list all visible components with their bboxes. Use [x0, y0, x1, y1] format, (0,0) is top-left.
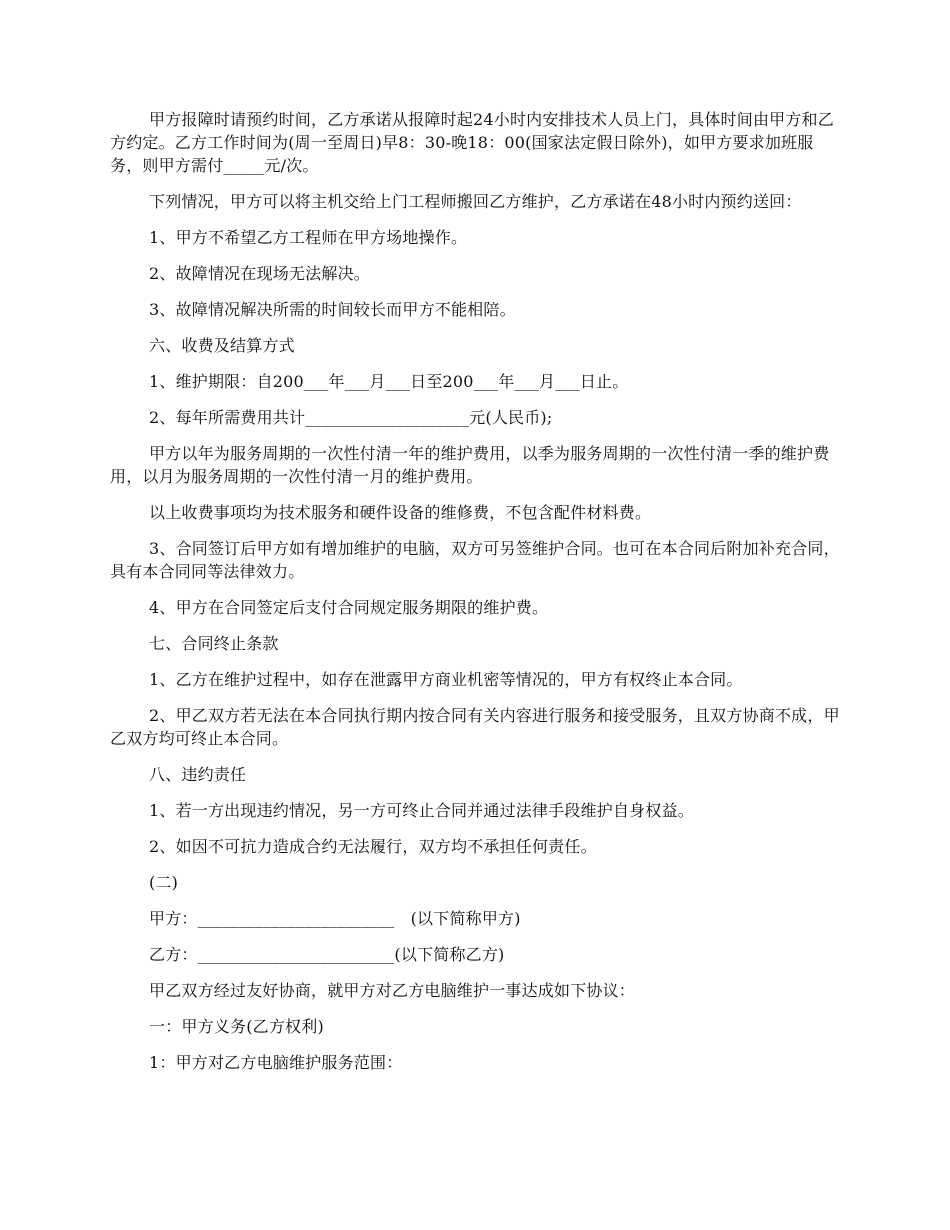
document-page [110, 108, 840, 1087]
section-marker-two: (二) [149, 873, 179, 892]
paragraph-service-hours: 甲方报障时请预约时间，乙方承诺从报障时起24小时内安排技术人员上门，具体时间由甲方和乙方约定。乙方工作时间为(周一至周日)早8：30-晚18：00(国家法定假日除外)，如甲方要求加班服务，则甲方需付_____元/次。 [110, 110, 834, 175]
breach-item-2: 2、如因不可抗力造成合约无法履行，双方均不承担任何责任。 [149, 837, 597, 856]
breach-item-1: 1、若一方出现违约情况，另一方可终止合同并通过法律手段维护自身权益。 [149, 801, 694, 820]
paragraph-agreement-intro: 甲乙双方经过友好协商，就甲方对乙方电脑维护一事达成如下协议： [149, 981, 636, 1000]
termination-item-2: 2、甲乙双方若无法在本合同执行期内按合同有关内容进行服务和接受服务，且双方协商不成，甲乙双方均可终止本合同。 [110, 706, 840, 748]
paragraph-pickup-conditions: 下列情况，甲方可以将主机交给上门工程师搬回乙方维护，乙方承诺在48小时内预约送回： [149, 192, 802, 211]
list-item-condition-1: 1、甲方不希望乙方工程师在甲方场地操作。 [149, 228, 468, 247]
party-b-line: 乙方：________________________(以下简称乙方) [149, 945, 505, 964]
fee-item-additional-contract: 3、合同签订后甲方如有增加维护的电脑，双方可另签维护合同。也可在本合同后附加补充合同，具有本合同同等法律效力。 [110, 539, 840, 581]
termination-item-1: 1、乙方在维护过程中，如存在泄露甲方商业机密等情况的，甲方有权终止本合同。 [149, 670, 743, 689]
obligation-item-1: 1：甲方对乙方电脑维护服务范围： [149, 1053, 403, 1072]
section-heading-termination: 七、合同终止条款 [149, 634, 279, 653]
paragraph-fee-scope: 以上收费事项均为技术服务和硬件设备的维修费，不包含配件材料费。 [149, 503, 652, 522]
paragraph-payment-cycle: 甲方以年为服务周期的一次性付清一年的维护费用，以季为服务周期的一次性付清一季的维护费用，以月为服务周期的一次性付清一月的维护费用。 [110, 444, 830, 486]
party-a-line: 甲方：________________________ (以下简称甲方) [149, 909, 521, 928]
fee-item-period: 1、维护期限：自200___年___月___日至200___年___月___日止。 [149, 372, 629, 391]
section-heading-party-a-obligations: 一：甲方义务(乙方权利) [149, 1017, 324, 1036]
list-item-condition-3: 3、故障情况解决所需的时间较长而甲方不能相陪。 [149, 300, 516, 319]
fee-item-payment-timing: 4、甲方在合同签定后支付合同规定服务期限的维护费。 [149, 598, 549, 617]
section-heading-fees: 六、收费及结算方式 [149, 336, 295, 355]
list-item-condition-2: 2、故障情况在现场无法解决。 [149, 264, 370, 283]
section-heading-breach: 八、违约责任 [149, 765, 247, 784]
fee-item-annual-cost: 2、每年所需费用共计____________________元(人民币); [149, 408, 553, 427]
